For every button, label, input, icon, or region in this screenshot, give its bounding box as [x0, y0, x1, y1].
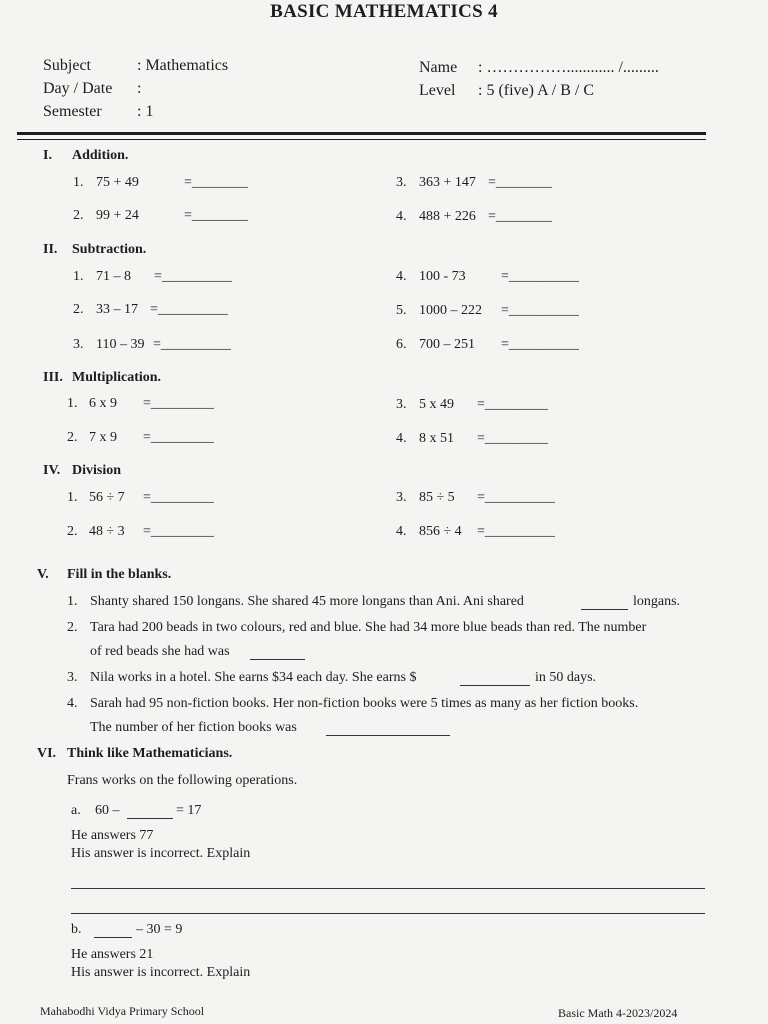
answer-blank: =__________	[477, 490, 555, 505]
question-label: a.	[71, 803, 81, 818]
answer-blank: =__________	[154, 269, 232, 284]
question-number: 4.	[396, 524, 407, 539]
fill-question-text-end: The number of her fiction books was	[90, 720, 297, 735]
answer-blank: =__________	[501, 303, 579, 318]
question-expression: 85 ÷ 5	[419, 490, 455, 505]
explain-prompt: His answer is incorrect. Explain	[71, 965, 251, 980]
footer-code: Basic Math 4-2023/2024	[558, 1006, 678, 1020]
question-expression: 5 x 49	[419, 397, 454, 412]
answer-blank: =__________	[150, 302, 228, 317]
question-number: 4.	[67, 696, 78, 711]
answer-blank: =________	[184, 175, 248, 190]
answer-blank: =_________	[143, 490, 214, 505]
day-label: Day / Date	[43, 80, 113, 97]
level-label: Level	[419, 82, 456, 99]
question-expression: 1000 – 222	[419, 303, 482, 318]
page-title: BASIC MATHEMATICS 4	[270, 1, 498, 22]
question-number: 2.	[67, 524, 78, 539]
explanation-line	[71, 913, 705, 914]
question-expression-end: = 17	[176, 803, 202, 818]
name-value: : ……………............ /.........	[478, 59, 659, 76]
fill-question-text-end: of red beads she had was	[90, 644, 230, 659]
question-expression: 33 – 17	[96, 302, 138, 317]
question-expression: 110 – 39	[96, 337, 145, 352]
header-rule-thick	[17, 132, 706, 135]
question-number: 6.	[396, 337, 407, 352]
name-label: Name	[419, 59, 458, 76]
fill-question-text-end: longans.	[633, 594, 681, 609]
section-subtraction-number: II.	[43, 242, 58, 257]
think-intro: Frans works on the following operations.	[67, 773, 298, 788]
section-addition-number: I.	[43, 148, 52, 163]
fill-question-text: Tara had 200 beads in two colours, red and blue. She had 34 more blue beads than red. The number	[90, 620, 647, 635]
question-expression: 48 ÷ 3	[89, 524, 125, 539]
student-answer: He answers 21	[71, 947, 154, 962]
question-number: 3.	[67, 670, 78, 685]
section-multiplication-number: III.	[43, 370, 63, 385]
question-number: 2.	[67, 620, 78, 635]
answer-blank-line	[250, 659, 305, 660]
semester-value: : 1	[137, 103, 154, 120]
question-expression: 8 x 51	[419, 431, 454, 446]
question-number: 3.	[396, 490, 407, 505]
explanation-line	[71, 888, 705, 889]
section-subtraction-title: Subtraction.	[72, 242, 147, 257]
explain-prompt: His answer is incorrect. Explain	[71, 846, 251, 861]
question-expression: 60 –	[95, 803, 120, 818]
answer-blank-line	[127, 818, 173, 819]
question-number: 1.	[67, 490, 78, 505]
section-fill-number: V.	[37, 567, 49, 582]
section-division-title: Division	[72, 463, 122, 478]
question-number: 3.	[396, 397, 407, 412]
answer-blank: =_________	[477, 397, 548, 412]
header-rule-thin	[17, 139, 706, 140]
section-think-title: Think like Mathematicians.	[67, 746, 233, 761]
question-expression: 856 ÷ 4	[419, 524, 462, 539]
answer-blank: =_________	[143, 396, 214, 411]
question-number: 4.	[396, 431, 407, 446]
answer-blank-line	[326, 735, 450, 736]
student-answer: He answers 77	[71, 828, 154, 843]
section-division-number: IV.	[43, 463, 61, 478]
fill-question-text: Sarah had 95 non-fiction books. Her non-fiction books were 5 times as many as her fiction books.	[90, 696, 639, 711]
question-expression: 75 + 49	[96, 175, 139, 190]
question-number: 3.	[73, 337, 84, 352]
answer-blank: =________	[184, 208, 248, 223]
question-expression: 488 + 226	[419, 209, 476, 224]
day-value: :	[137, 80, 142, 97]
subject-value: : Mathematics	[137, 57, 229, 74]
question-expression: 71 – 8	[96, 269, 131, 284]
answer-blank: =__________	[501, 337, 579, 352]
fill-question-text-end: in 50 days.	[535, 670, 597, 685]
answer-blank: =_________	[143, 524, 214, 539]
fill-question-text: Shanty shared 150 longans. She shared 45 more longans than Ani. Ani shared	[90, 594, 524, 609]
question-expression: 7 x 9	[89, 430, 117, 445]
question-expression: 56 ÷ 7	[89, 490, 125, 505]
question-number: 3.	[396, 175, 407, 190]
question-number: 4.	[396, 209, 407, 224]
question-expression: 6 x 9	[89, 396, 117, 411]
section-multiplication-title: Multiplication.	[72, 370, 162, 385]
question-expression: 363 + 147	[419, 175, 476, 190]
question-number: 5.	[396, 303, 407, 318]
question-expression: 99 + 24	[96, 208, 139, 223]
section-think-number: VI.	[37, 746, 57, 761]
level-value: : 5 (five) A / B / C	[478, 82, 594, 99]
question-number: 1.	[67, 396, 78, 411]
section-addition-title: Addition.	[72, 148, 129, 163]
question-number: 4.	[396, 269, 407, 284]
question-expression: 700 – 251	[419, 337, 475, 352]
question-number: 1.	[73, 269, 84, 284]
answer-blank: =__________	[501, 269, 579, 284]
question-number: 2.	[73, 208, 84, 223]
answer-blank-line	[460, 685, 530, 686]
question-number: 2.	[67, 430, 78, 445]
subject-label: Subject	[43, 57, 91, 74]
semester-label: Semester	[43, 103, 102, 120]
answer-blank: =__________	[477, 524, 555, 539]
footer-school: Mahabodhi Vidya Primary School	[40, 1004, 205, 1018]
fill-question-text: Nila works in a hotel. She earns $34 each day. She earns $	[90, 670, 417, 685]
question-number: 1.	[73, 175, 84, 190]
question-label: b.	[71, 922, 82, 937]
answer-blank: =________	[488, 175, 552, 190]
answer-blank-line	[581, 609, 628, 610]
question-expression-end: – 30 = 9	[136, 922, 183, 937]
answer-blank-line	[94, 937, 132, 938]
answer-blank: =_________	[143, 430, 214, 445]
answer-blank: =_________	[477, 431, 548, 446]
answer-blank: =________	[488, 209, 552, 224]
question-number: 1.	[67, 594, 78, 609]
question-expression: 100 - 73	[419, 269, 466, 284]
answer-blank: =__________	[153, 337, 231, 352]
section-fill-title: Fill in the blanks.	[67, 567, 172, 582]
question-number: 2.	[73, 302, 84, 317]
